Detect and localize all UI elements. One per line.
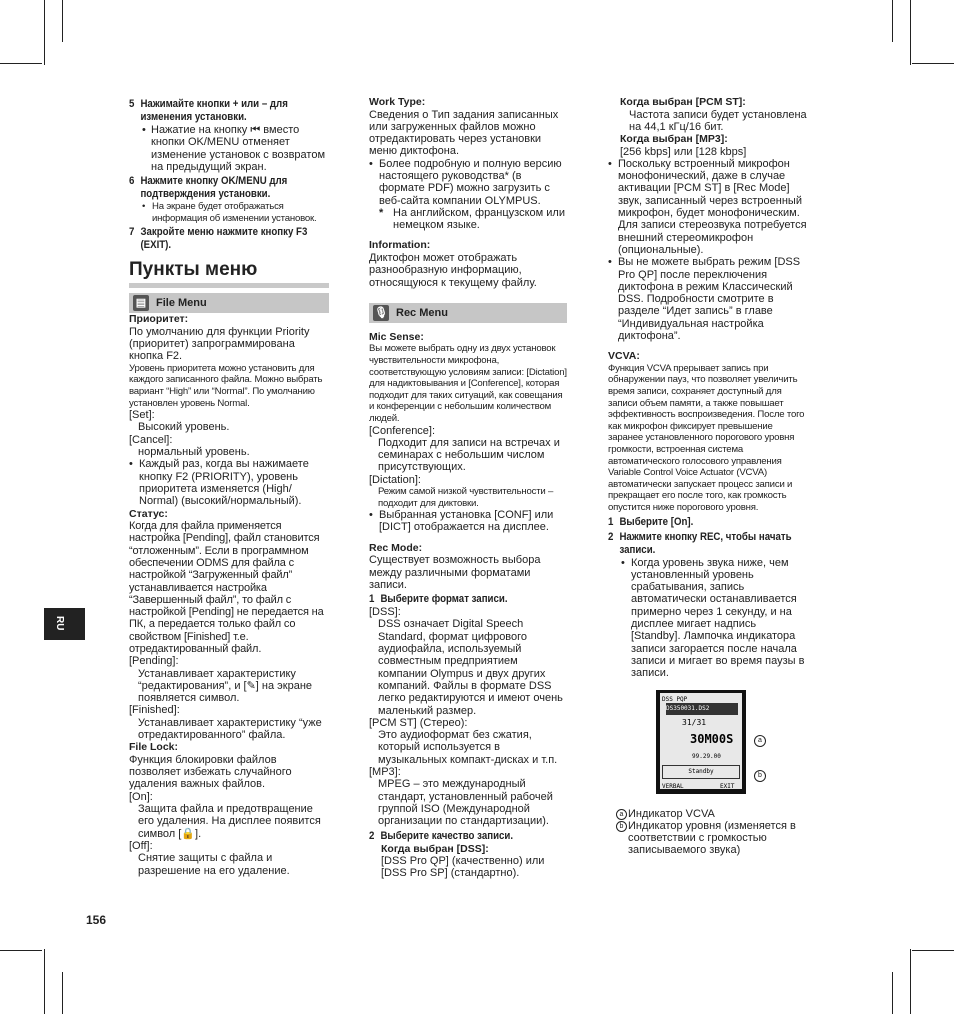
file-icon: ▤: [133, 295, 149, 311]
option-label: [Finished]:: [129, 704, 180, 717]
paragraph: Вы можете выбрать одну из двух установок чувствительности микрофона, соответствующую условиям записи: [Dictation] для надиктовывания и [Conference], которая подходит для таких ситуаций, как совещания и конференции с небольшим количеством людей.: [369, 343, 567, 424]
heading: Work Type:: [369, 96, 426, 108]
display-standby: Standby: [662, 765, 740, 779]
crop-mark: [912, 950, 954, 951]
crop-mark: [44, 949, 45, 1014]
option-label: [Cancel]:: [129, 433, 173, 446]
crop-mark: [0, 950, 42, 951]
option-desc: Защита файла и предотвращение его удаления. На дисплее появится символ [🔒].: [138, 803, 321, 840]
device-display: [656, 690, 762, 794]
option-desc: [256 kbps] или [128 kbps]: [620, 145, 747, 158]
bullet: • Более подробную и полную версию настоящего руководства* (в формате PDF) можно загрузить с веб-сайта компании OLYMPUS.: [369, 158, 567, 207]
page-number: 156: [86, 913, 107, 927]
sub-heading: Когда выбран [PCM ST]:: [620, 96, 746, 108]
option-label: [Conference]:: [369, 424, 436, 437]
option-desc: Устанавливает характеристику “уже отредактированного” файла.: [138, 716, 322, 742]
legend-b: b Индикатор уровня (изменяется в соответствии с громкостью записываемого звука): [616, 820, 808, 857]
display-level: 99.29.00: [692, 752, 721, 760]
option-label: [Pending]:: [129, 655, 179, 668]
option-label: [DSS]:: [369, 606, 401, 619]
bullet: • Нажатие на кнопку ⏮ вместо кнопки OK/MENU отменяет изменение установок с возвратом на предыдущий экран.: [142, 124, 329, 173]
footnote: * На английском, французском или немецком языке.: [379, 206, 565, 232]
option-label: [Off]:: [129, 839, 153, 852]
option-desc: MPEG – это международный стандарт, установленный рабочей группой ISO (Международной организации по стандартизации).: [378, 778, 553, 828]
step-2: 2 Нажмите кнопку REC, чтобы начать записи.: [608, 530, 792, 556]
menu-header-file: ▤ File Menu: [129, 293, 329, 313]
display-file-count: 31/31: [682, 717, 707, 727]
option-label: [PCM ST] (Стерео):: [369, 716, 468, 729]
display-filename: DS350031.DS2: [666, 703, 738, 715]
sub-heading: Когда выбран [DSS]:: [381, 842, 489, 855]
heading: File Lock:: [129, 741, 179, 754]
bullet: • Выбранная установка [CONF] или [DICT] отображается на дисплее.: [369, 509, 567, 534]
option-label: [Set]:: [129, 409, 155, 422]
step-6: 6 Нажмите кнопку OK/MENU для подтверждения установки.: [129, 175, 288, 201]
display-time: 30M00S: [690, 731, 734, 746]
bullet: • Поскольку встроенный микрофон монофонический, даже в случае активации [PCM ST] в [Rec Mode] звук, записанный через встроенный микрофон, будет монофоническим. Для записи стереозвука потребуется внешний стереомикрофон (опциональные).: [608, 158, 808, 256]
option-desc: Высокий уровень.: [138, 421, 230, 434]
heading: Rec Mode:: [369, 541, 423, 554]
paragraph: Уровень приоритета можно установить для каждого записанного файла. Можно выбрать вариант “High” или “Normal”. По умолчанию установлен уровень Normal.: [129, 362, 323, 409]
option-desc: Устанавливает характеристику “редактирования”, и [✎] на экране появляется символ.: [138, 667, 313, 705]
crop-mark: [44, 0, 45, 65]
heading: Статус:: [129, 507, 168, 520]
crop-mark: [62, 972, 63, 1014]
crop-mark: [910, 949, 911, 1014]
option-desc: Снятие защиты с файла и разрешение на его удаление.: [138, 852, 290, 877]
heading: Приоритет:: [129, 313, 189, 326]
microphone-icon: 🎙: [374, 306, 388, 319]
crop-mark: [910, 0, 911, 65]
option-desc: Частота записи будет установлена на 44,1 кГц/16 бит.: [629, 108, 807, 133]
bullet: • Вы не можете выбрать режим [DSS Pro QP] после переключения диктофона в режим Классический DSS. Подробности смотрите в разделе “Идет запись” в главе “Индивидуальная настройка диктофона”.: [608, 256, 808, 342]
paragraph: Функция блокировки файлов позволяет избежать случайного удаления важных файлов.: [129, 753, 292, 791]
legend-a: a Индикатор VCVA: [616, 808, 808, 820]
crop-mark: [912, 63, 954, 64]
step-7: 7 Закройте меню нажмите кнопку F3 (EXIT).: [129, 226, 308, 252]
column-1: [129, 96, 329, 877]
crop-mark: [62, 0, 63, 42]
display-screen: [660, 693, 742, 789]
step-1: 1 Выберите формат записи.: [369, 593, 508, 606]
option-desc: Подходит для записи на встречах и семинарах с небольшим числом присутствующих.: [378, 436, 560, 474]
step-1: 1 Выберите [On].: [608, 515, 694, 528]
paragraph: По умолчанию для функции Priority (приоритет) запрограммирована кнопка F2.: [129, 325, 310, 363]
display-bottom-left: VERBAL: [662, 782, 684, 790]
option-label: [Dictation]:: [369, 473, 421, 486]
option-label: [On]:: [129, 790, 153, 803]
option-desc: Это аудиоформат без сжатия, который используется в музыкальных компакт-дисках и т.п.: [378, 729, 558, 766]
paragraph: Когда для файла применяется настройка [Pending], файл становится “отложенным”. Если в программном обеспечении ODMS для файла с настройкой “Загруженный файл” устанавливается настройка “Завершенный файл”, то файл с настройкой [Pending] не передается на ПК, а передается только файл со свойством [Finished] т.е. отредактированный файл.: [129, 520, 324, 655]
menu-header-rec: 🎙 Rec Menu: [369, 303, 567, 323]
option-label: [MP3]:: [369, 766, 401, 779]
display-bottom-right: EXIT: [720, 782, 735, 790]
marker-b: b: [754, 770, 766, 782]
bullet: • Когда уровень звука ниже, чем установленный уровень срабатывания, запись автоматически останавливается примерно через 1 секунду, и на дисплее мигает надпись [Standby]. Лампочка индикатора записи загорается после начала записи и мигает во время паузы в записи.: [621, 557, 808, 680]
paragraph: Сведения о Тип задания записанных или загруженных файлов можно отредактировать через установки меню диктофона.: [369, 108, 559, 158]
section-title: Пункты меню: [129, 259, 329, 288]
option-desc: Режим самой низкой чувствительности – подходит для диктовки.: [378, 486, 554, 509]
option-desc: DSS означает Digital Speech Standard, формат цифрового аудиофайла, используемый совместным предприятием компании Olympus и двух других компаний. Файлы в формате DSS легко редактируются и имеют очень маленький размер.: [378, 618, 563, 717]
step-5: 5 Нажимайте кнопки + или – для изменения установки.: [129, 98, 288, 123]
column-2: [369, 96, 567, 880]
heading: Information:: [369, 239, 431, 252]
option-desc: нормальный уровень.: [138, 446, 250, 459]
heading: Mic Sense:: [369, 330, 424, 343]
option-desc: [DSS Pro QP] (качественно) или [DSS Pro SP] (стандартно).: [381, 855, 545, 880]
crop-mark: [892, 0, 893, 42]
paragraph: Диктофон может отображать разнообразную информацию, относящуюся к текущему файлу.: [369, 251, 537, 289]
bullet: • На экране будет отображаться информация об изменении установок.: [142, 201, 329, 224]
bullet: • Каждый раз, когда вы нажимаете кнопку F2 (PRIORITY), уровень приоритета изменяется (High/ Normal) (высокий/нормальный).: [129, 458, 329, 507]
step-2: 2 Выберите качество записи.: [369, 829, 514, 842]
display-top: DSS PQP: [662, 695, 688, 703]
sub-heading: Когда выбран [MP3]:: [620, 133, 728, 146]
crop-mark: [892, 972, 893, 1014]
column-3: [608, 96, 808, 857]
paragraph: Существует возможность выбора между различными форматами записи.: [369, 554, 541, 591]
crop-mark: [0, 63, 42, 64]
marker-a: a: [754, 735, 766, 747]
language-tab: RU: [44, 608, 85, 640]
heading: VCVA:: [608, 350, 640, 363]
paragraph: Функция VCVA прерывает запись при обнаружении пауз, что позволяет увеличить время записи, сохраняет доступный для записи объем памяти, а также повышает эффективность воспроизведения. После того как микрофон фиксирует превышение заранее установленного порогового уровня громкости, встроенная система автоматического голосового управления Variable Control Voice Actuator (VCVA) автоматически запускает процесс записи и прекращает его после того, как громкость опустится ниже порогового уровня.: [608, 362, 805, 513]
